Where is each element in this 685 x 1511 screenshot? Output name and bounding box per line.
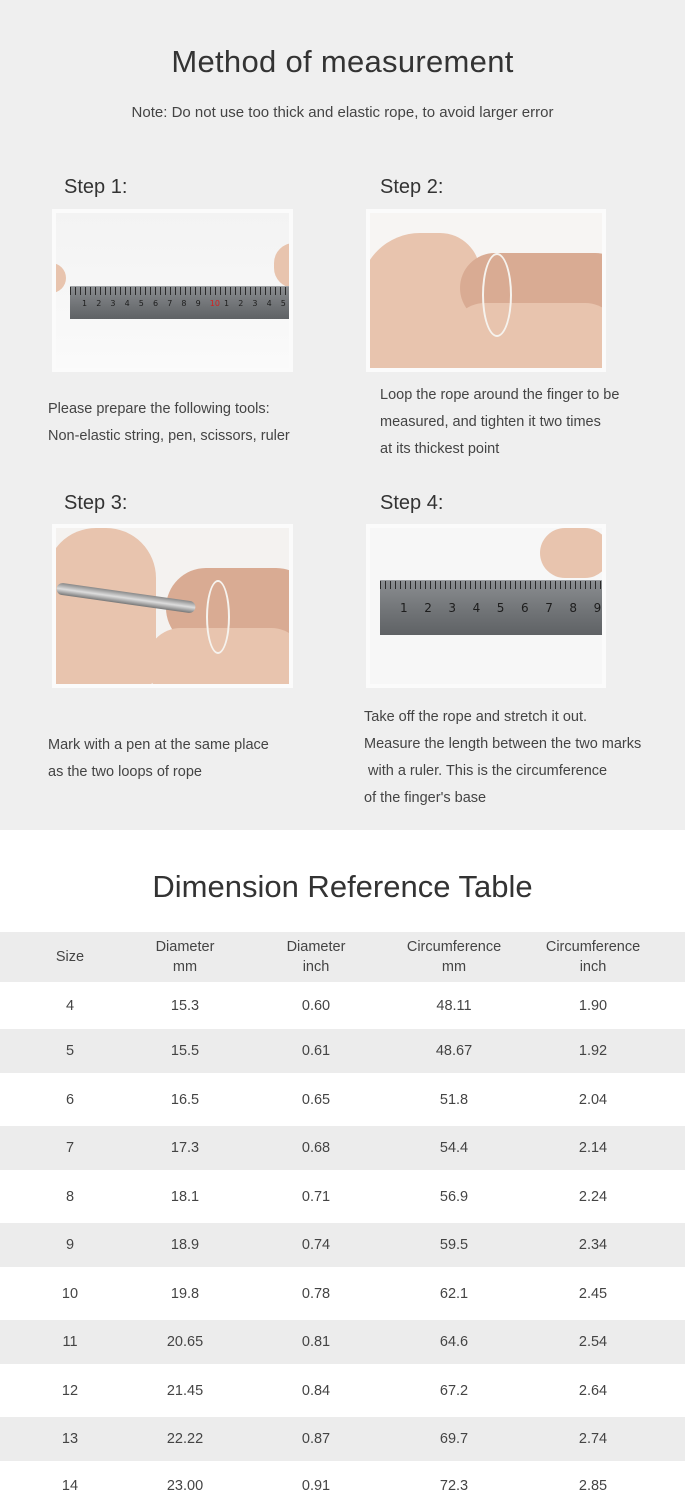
table-cell: 0.61 xyxy=(301,1043,331,1059)
table-row xyxy=(0,982,685,1029)
ruler-image xyxy=(380,580,606,635)
ruler-number: 1 xyxy=(224,299,230,308)
table-row xyxy=(0,1267,685,1320)
table-header-cell: Circumference mm xyxy=(406,939,502,975)
table-header-cell: Size xyxy=(55,949,85,965)
ruler-number: 2 xyxy=(96,299,102,308)
table-row xyxy=(0,1073,685,1126)
table-header-cell: Diameter inch xyxy=(286,939,346,975)
table-cell: 64.6 xyxy=(439,1334,469,1350)
ruler-number: 2 xyxy=(238,299,244,308)
table-cell: 54.4 xyxy=(439,1140,469,1156)
ruler-image xyxy=(70,286,290,319)
table-cell: 14 xyxy=(61,1478,79,1494)
table-cell: 23.00 xyxy=(166,1478,204,1494)
ruler-number: 8 xyxy=(569,601,578,615)
ruler-number: 5 xyxy=(280,299,286,308)
ruler-number: 7 xyxy=(545,601,553,615)
step-4-ruler-image xyxy=(366,524,606,688)
table-row xyxy=(0,1320,685,1364)
table-header-row xyxy=(0,932,685,982)
table-row xyxy=(0,1029,685,1073)
table-header-cell: Circumference inch xyxy=(545,939,641,975)
step-1-title: Step 1: xyxy=(64,176,128,198)
table-cell: 72.3 xyxy=(439,1478,469,1494)
table-row xyxy=(0,1170,685,1223)
step-1-ruler-image xyxy=(52,209,293,372)
table-cell: 20.65 xyxy=(166,1334,204,1350)
ruler-number: 4 xyxy=(266,299,272,308)
rope-loop-image xyxy=(206,580,230,654)
method-note: Note: Do not use too thick and elastic rope, to avoid larger error xyxy=(131,104,554,121)
table-cell: 67.2 xyxy=(439,1382,469,1399)
table-cell: 69.7 xyxy=(439,1431,469,1447)
step-4-title: Step 4: xyxy=(380,492,444,514)
table-cell: 2.24 xyxy=(578,1188,608,1205)
table-cell: 12 xyxy=(61,1382,79,1399)
table-cell: 10 xyxy=(61,1285,79,1302)
ruler-number: 6 xyxy=(521,601,529,615)
table-cell: 15.5 xyxy=(170,1043,200,1059)
table-cell: 4 xyxy=(65,997,75,1014)
table-title: Dimension Reference Table xyxy=(152,869,533,904)
ruler-number: 7 xyxy=(167,299,173,308)
step-2-rope-loop-image xyxy=(366,209,606,372)
table-cell: 8 xyxy=(65,1188,75,1205)
table-cell: 2.85 xyxy=(578,1478,608,1494)
ruler-number: 4 xyxy=(124,299,130,308)
table-row xyxy=(0,1417,685,1461)
table-row xyxy=(0,1126,685,1170)
ruler-number: 3 xyxy=(110,299,116,308)
table-cell: 2.04 xyxy=(578,1091,608,1108)
step-1-description: Please prepare the following tools: Non-elastic string, pen, scissors, ruler xyxy=(48,401,290,444)
table-cell: 22.22 xyxy=(166,1431,204,1447)
table-cell: 0.65 xyxy=(301,1091,331,1108)
table-cell: 0.81 xyxy=(301,1334,331,1350)
table-cell: 11 xyxy=(62,1334,78,1350)
table-cell: 17.3 xyxy=(170,1140,200,1156)
table-cell: 21.45 xyxy=(166,1382,204,1399)
table-cell: 0.71 xyxy=(301,1188,331,1205)
table-cell: 16.5 xyxy=(170,1091,200,1108)
ruler-number: 2 xyxy=(424,601,432,615)
table-cell: 2.14 xyxy=(578,1140,608,1156)
table-cell: 15.3 xyxy=(170,997,200,1014)
table-cell: 9 xyxy=(65,1237,75,1253)
ruler-number: 9 xyxy=(195,299,201,308)
step-3-description: Mark with a pen at the same place as the two loops of rope xyxy=(48,737,269,780)
ruler-number: 5 xyxy=(496,601,505,615)
ruler-number: 1 xyxy=(400,601,408,615)
ruler-number: 8 xyxy=(181,299,187,308)
table-cell: 51.8 xyxy=(439,1091,469,1108)
ruler-number: 1 xyxy=(82,299,88,308)
dimension-table xyxy=(0,932,685,1511)
finger-left-image xyxy=(52,263,66,293)
ruler-number: 5 xyxy=(138,299,144,308)
table-cell: 19.8 xyxy=(170,1285,200,1302)
step-2-title: Step 2: xyxy=(380,176,444,198)
table-cell: 5 xyxy=(65,1043,75,1059)
table-cell: 59.5 xyxy=(439,1237,469,1253)
table-cell: 0.78 xyxy=(301,1285,331,1302)
hand-left-image xyxy=(52,528,156,688)
table-cell: 0.74 xyxy=(301,1237,331,1253)
table-cell: 2.45 xyxy=(578,1285,608,1302)
table-cell: 0.60 xyxy=(301,997,331,1014)
table-cell: 18.1 xyxy=(170,1188,200,1205)
table-cell: 0.91 xyxy=(301,1478,331,1494)
method-title: Method of measurement xyxy=(171,44,514,79)
table-cell: 48.67 xyxy=(435,1043,473,1059)
step-4-description: Take off the rope and stretch it out. Measure the length between the two marks with a ruler. This is the circumference of the finger's base xyxy=(364,709,642,806)
table-cell: 2.74 xyxy=(578,1431,608,1447)
finger-image xyxy=(540,528,606,578)
table-cell: 2.54 xyxy=(578,1334,608,1350)
table-cell: 48.11 xyxy=(436,997,472,1014)
table-cell: 2.64 xyxy=(578,1382,608,1399)
table-header-cell: Diameter mm xyxy=(155,939,215,975)
table-cell: 2.34 xyxy=(578,1237,608,1253)
table-row xyxy=(0,1364,685,1417)
table-cell: 13 xyxy=(61,1431,79,1447)
table-cell: 62.1 xyxy=(439,1285,469,1302)
ruler-number: 4 xyxy=(472,601,481,615)
ruler-number: 6 xyxy=(153,299,159,308)
table-cell: 0.84 xyxy=(301,1382,331,1399)
ruler-ticks xyxy=(70,287,290,295)
table-row xyxy=(0,1223,685,1267)
ruler-number: 10 xyxy=(209,299,220,308)
table-cell: 0.68 xyxy=(301,1140,331,1156)
step-3-pen-mark-image xyxy=(52,524,293,688)
step-3-title: Step 3: xyxy=(64,492,128,514)
ruler-ticks xyxy=(380,581,606,589)
table-cell: 7 xyxy=(65,1140,75,1156)
table-cell: 56.9 xyxy=(439,1188,469,1205)
ruler-number: 9 xyxy=(593,601,602,615)
table-row xyxy=(0,1461,685,1511)
hand-right-image xyxy=(450,303,606,372)
finger-right-image xyxy=(274,243,293,288)
table-cell: 6 xyxy=(65,1091,75,1108)
rope-loop-image xyxy=(482,253,512,337)
ruler-number: 3 xyxy=(252,299,258,308)
table-cell: 18.9 xyxy=(170,1237,200,1253)
step-2-description: Loop the rope around the finger to be measured, and tighten it two times at its thickest point xyxy=(380,387,620,457)
ruler-number: 3 xyxy=(448,601,457,615)
table-cell: 1.90 xyxy=(578,997,608,1014)
table-cell: 0.87 xyxy=(301,1431,331,1447)
table-cell: 1.92 xyxy=(578,1043,608,1059)
